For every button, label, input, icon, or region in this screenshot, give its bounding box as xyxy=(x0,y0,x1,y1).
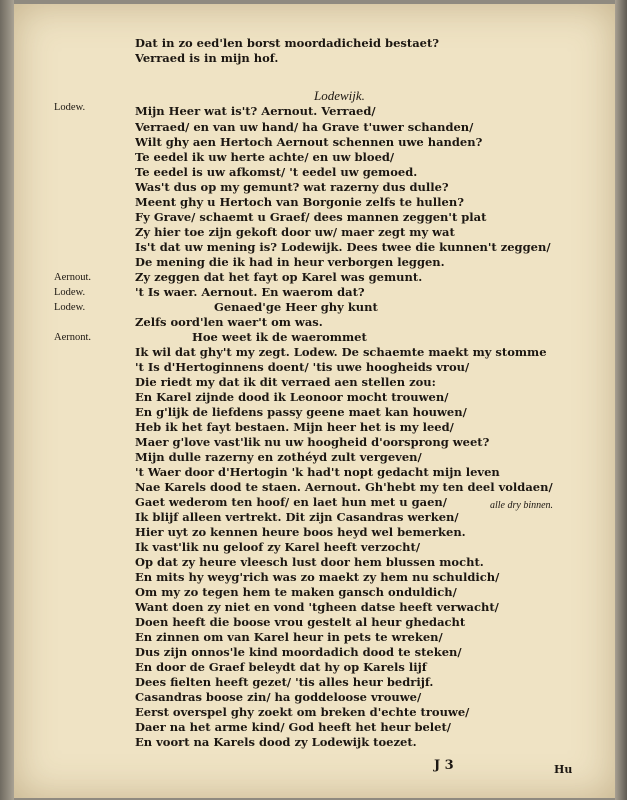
stage-direction: alle dry binnen. xyxy=(490,500,554,511)
verse-line: Verraed/ en van uw hand/ ha Grave t'uwer schanden/ xyxy=(135,120,474,134)
verse-line: Zy zeggen dat het fayt op Karel was gemunt. xyxy=(135,270,423,284)
book-edge-right xyxy=(615,0,627,800)
verse-line: Verraed is in mijn hof. xyxy=(135,51,279,65)
verse-line: Ik vast'lik nu geloof zy Karel heeft verzocht/ xyxy=(135,540,421,554)
catchword: Hu xyxy=(554,763,573,776)
verse-line: Doen heeft die boose vrou gestelt al heur ghedacht xyxy=(135,615,466,629)
verse-line: Te eedel ik uw herte achte/ en uw bloed/ xyxy=(135,150,395,164)
verse-line: Was't dus op my gemunt? wat razerny dus dulle? xyxy=(135,180,449,194)
verse-line: En g'lijk de liefdens passy geene maet kan houwen/ xyxy=(135,405,467,419)
verse-line: 't Is waer. Aernout. En waerom dat? xyxy=(135,285,365,299)
verse-line: Hier uyt zo kennen heure boos heyd wel bemerken. xyxy=(135,525,466,539)
verse-line: Dat in zo eed'len borst moordadicheid bestaet? xyxy=(135,36,440,50)
verse-line: Te eedel is uw afkomst/ 't eedel uw gemoed. xyxy=(135,165,418,179)
verse-line: Want doen zy niet en vond 'tgheen datse heeft verwacht/ xyxy=(135,600,499,614)
verse-line: Casandras boose zin/ ha goddeloose vrouwe/ xyxy=(135,690,422,704)
verse-line: En door de Graef beleydt dat hy op Karels lijf xyxy=(135,660,427,674)
verse-line: De mening die ik had in heur verborgen leggen. xyxy=(135,255,445,269)
signature-mark: J 3 xyxy=(434,758,454,773)
speaker-label: Lodew. xyxy=(54,287,86,298)
verse-line: Maer g'love vast'lik nu uw hoogheid d'oorsprong weet? xyxy=(135,435,490,449)
verse-line: Is't dat uw mening is? Lodewijk. Dees twee die kunnen't zeggen/ xyxy=(135,240,551,254)
verse-line: Zy hier toe zijn gekoft door uw/ maer zegt my wat xyxy=(135,225,455,239)
verse-line: 't Is d'Hertoginnens doent/ 'tis uwe hoogheids vrou/ xyxy=(135,360,470,374)
verse-line: Die riedt my dat ik dit verraed aen stellen zou: xyxy=(135,375,436,389)
book-gutter-left xyxy=(0,0,14,800)
verse-line: Heb ik het fayt bestaen. Mijn heer het is my leed/ xyxy=(135,420,454,434)
verse-line: En voort na Karels dood zy Lodewijk toezet. xyxy=(135,735,417,749)
verse-line: Eerst overspel ghy zoekt om breken d'echte trouwe/ xyxy=(135,705,470,719)
verse-line: Mijn Heer wat is't? Aernout. Verraed/ xyxy=(135,104,376,118)
verse-line: Ik wil dat ghy't my zegt. Lodew. De schaemte maekt my stomme xyxy=(135,345,547,359)
speaker-heading: Lodewijk. xyxy=(314,88,365,103)
verse-line: Meent ghy u Hertoch van Borgonie zelfs te hullen? xyxy=(135,195,464,209)
speaker-label: Lodew. xyxy=(54,102,86,113)
verse-line: Gaet wederom ten hoof/ en laet hun met u gaen/ xyxy=(135,495,447,509)
verse-line: Zelfs oord'len waer't om was. xyxy=(135,315,323,329)
verse-line: Dus zijn onnos'le kind moordadich dood te steken/ xyxy=(135,645,462,659)
verse-line: Mijn dulle razerny en zothéyd zult vergeven/ xyxy=(135,450,422,464)
verse-line: Wilt ghy aen Hertoch Aernout schennen uwe handen? xyxy=(135,135,483,149)
verse-line: Om my zo tegen hem te maken gansch onduldich/ xyxy=(135,585,457,599)
verse-line: En Karel zijnde dood ik Leonoor mocht trouwen/ xyxy=(135,390,449,404)
book-page xyxy=(14,4,615,798)
verse-line: Fy Grave/ schaemt u Graef/ dees mannen zeggen't plat xyxy=(135,210,487,224)
verse-line: Genaed'ge Heer ghy kunt xyxy=(214,300,378,314)
verse-line: Nae Karels dood te staen. Aernout. Gh'hebt my ten deel voldaen/ xyxy=(135,480,553,494)
speaker-label: Aernout. xyxy=(54,272,92,283)
verse-line: En mits hy weyg'rich was zo maekt zy hem nu schuldich/ xyxy=(135,570,500,584)
verse-line: Daer na het arme kind/ God heeft het heur belet/ xyxy=(135,720,451,734)
speaker-label: Lodew. xyxy=(54,302,86,313)
verse-line: Ik blijf alleen vertrekt. Dit zijn Casandras werken/ xyxy=(135,510,459,524)
verse-line: Op dat zy heure vleesch lust door hem blussen mocht. xyxy=(135,555,484,569)
verse-line: Dees fielten heeft gezet/ 'tis alles heur bedrijf. xyxy=(135,675,434,689)
verse-line: En zinnen om van Karel heur in pets te wreken/ xyxy=(135,630,443,644)
verse-line: Hoe weet ik de waerommet xyxy=(192,330,367,344)
speaker-label: Aernont. xyxy=(54,332,92,343)
verse-line: 't Waer door d'Hertogin 'k had't nopt gedacht mijn leven xyxy=(135,465,500,479)
